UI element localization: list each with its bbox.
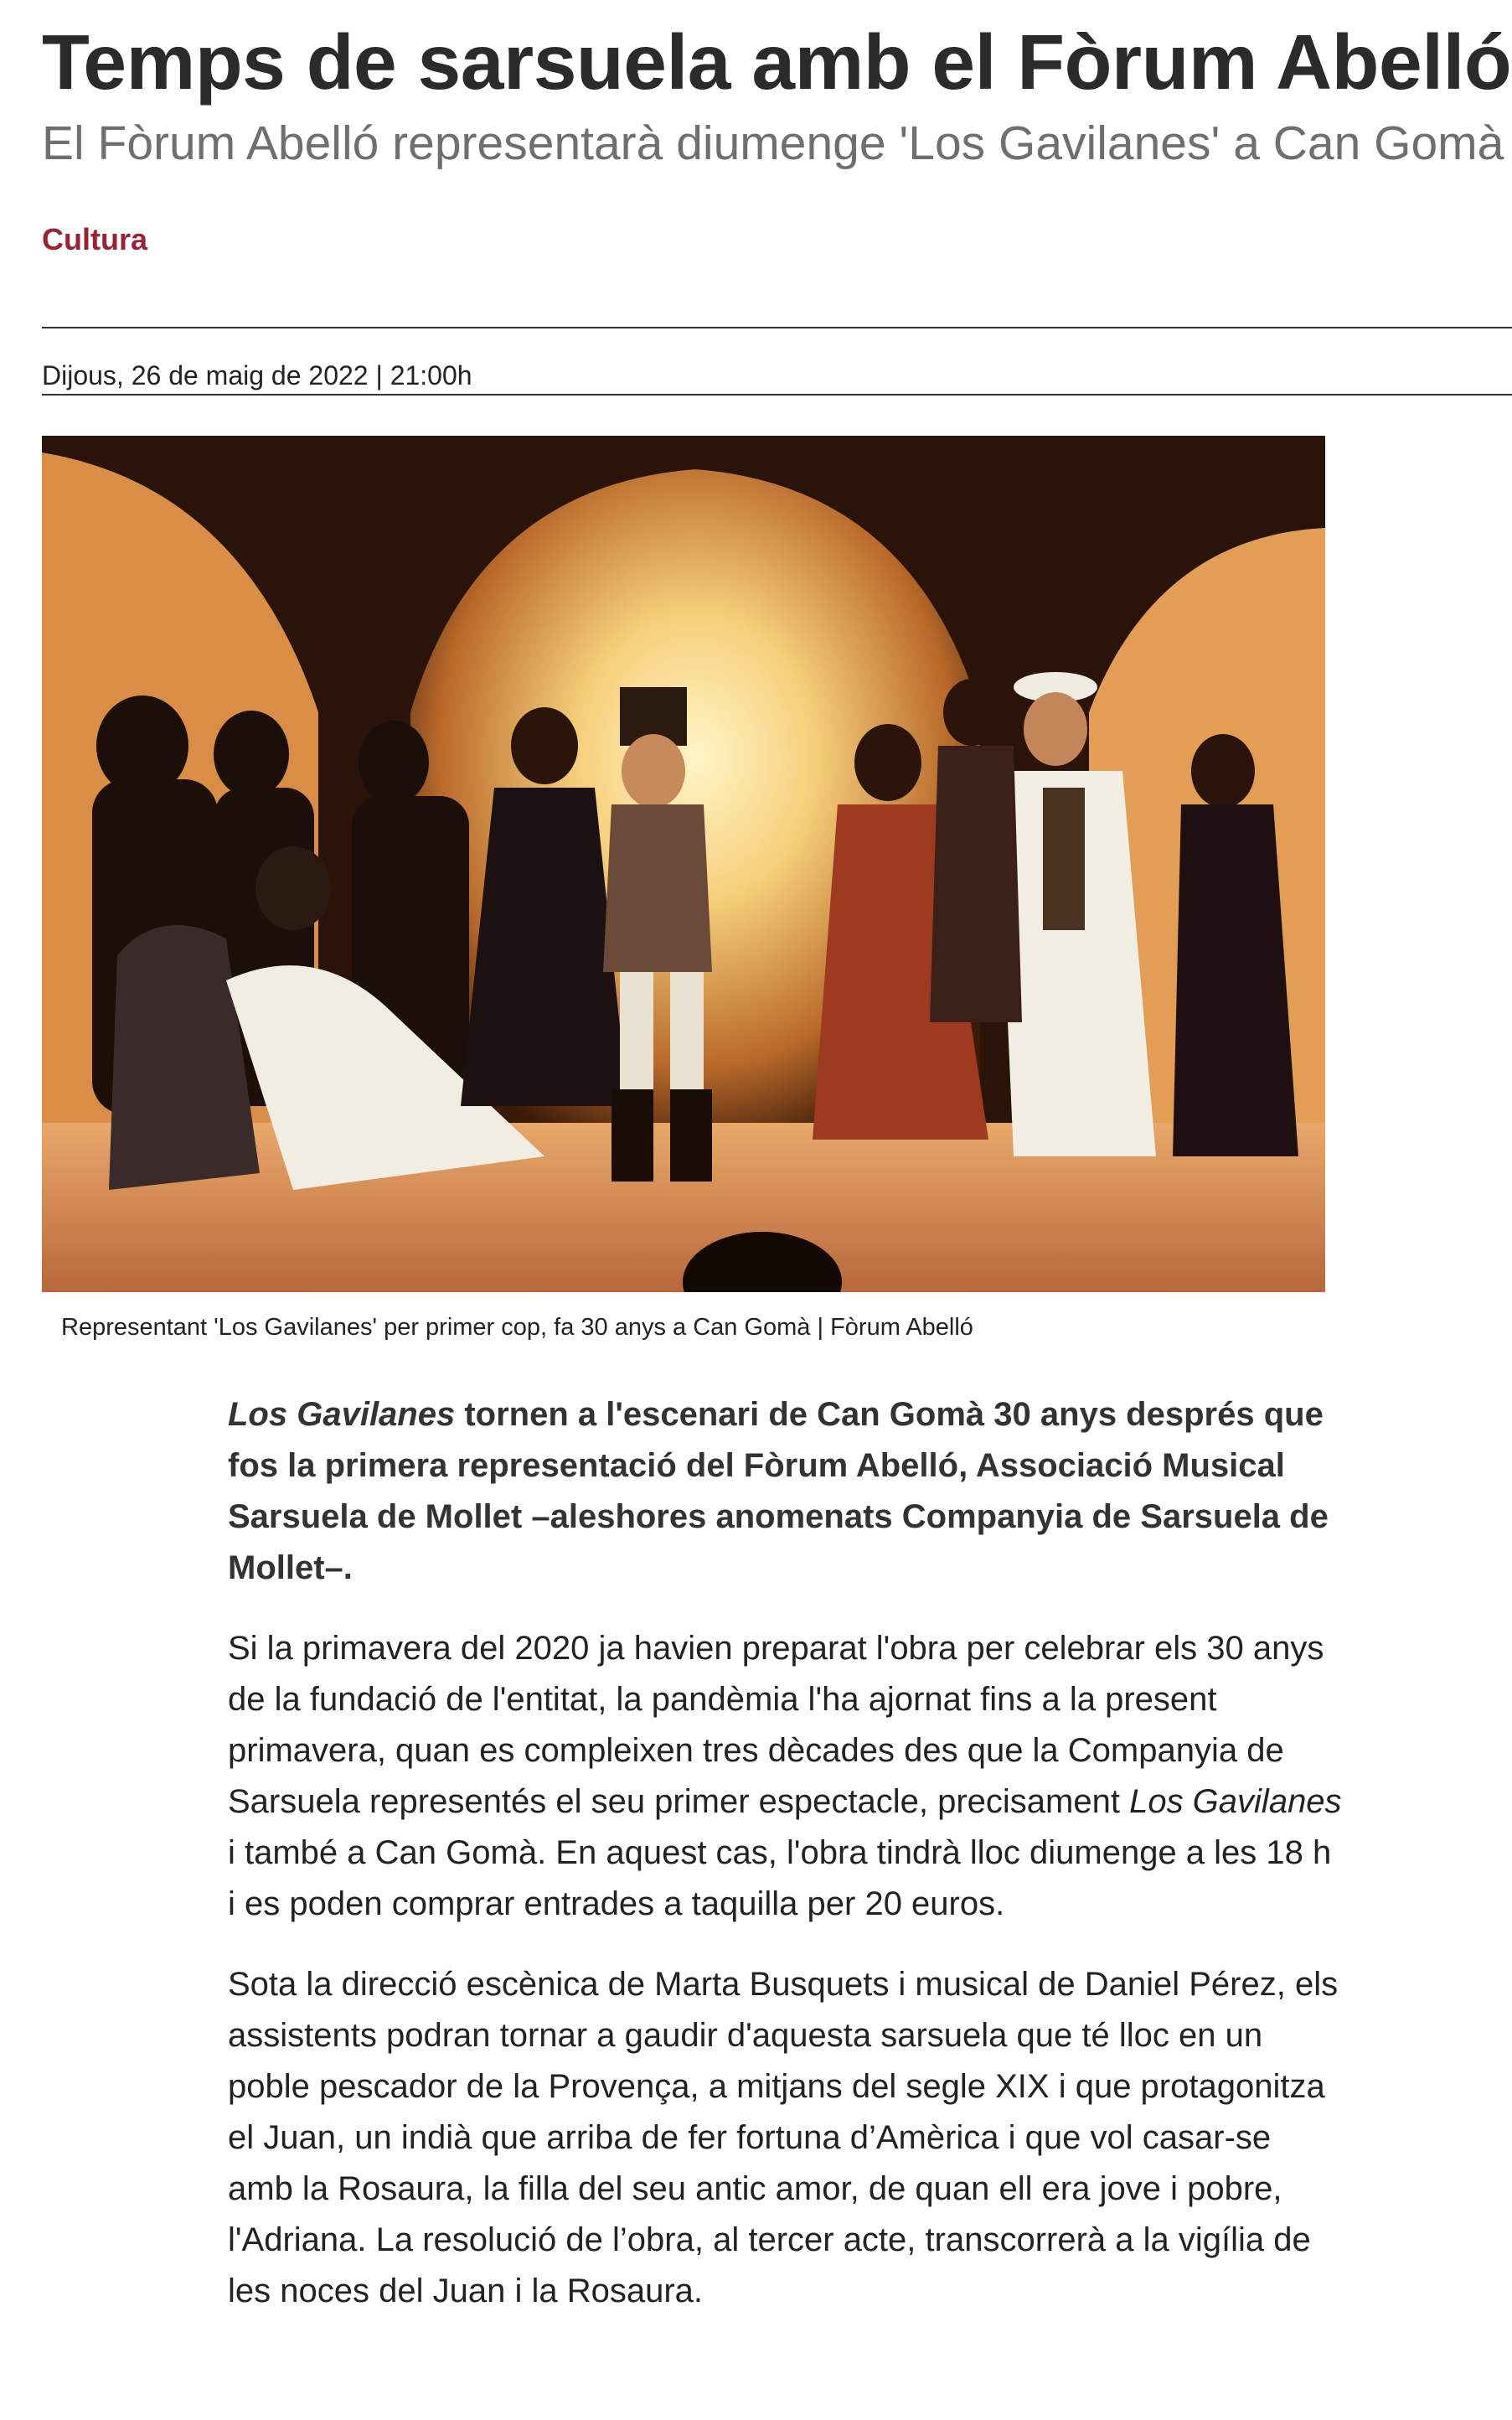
photo-caption: Representant 'Los Gavilanes' per primer cop, fa 30 anys a Can Gomà | Fòrum Abelló [61,1314,973,1341]
paragraph-2-text-b: i també a Can Gomà. En aquest cas, l'obra tindrà lloc diumenge a les 18 h i es poden comprar entrades a taquilla per 20 euros. [228,1834,1332,1922]
stage-performance-image [42,436,1325,1292]
article-title: Temps de sarsuela amb el Fòrum Abelló [42,18,1512,106]
article-dateline: Dijous, 26 de maig de 2022 | 21:00h [42,360,472,390]
bottom-divider [42,394,1512,396]
article-subtitle: El Fòrum Abelló representarà diumenge 'Los Gavilanes' a Can Gomà [42,116,1504,170]
article-body [228,1389,1342,2346]
section-link-cultura[interactable]: Cultura [42,222,147,256]
top-divider [42,327,1512,328]
paragraph-2 [228,1623,1342,1930]
paragraph-3: Sota la direcció escènica de Marta Busquets i musical de Daniel Pérez, els assistents podran tornar a gaudir d'aquesta sarsuela que té lloc en un poble pescador de la Provença, a mitjans del segle XIX i que protagonitza el Juan, un indià que arriba de fer fortuna d’Amèrica i que vol casar-se amb la Rosaura, la filla del seu antic amor, de quan ell era jove i pobre, l'Adriana. La resolució de l’obra, al tercer acte, transcorrerà a la vigília de les noces del Juan i la Rosaura. [228,1966,1339,2309]
lead-text: tornen a l'escenari de Can Gomà 30 anys després que fos la primera representació del Fòrum Abelló, Associació Musical Sarsuela de Mollet –aleshores anomenats Companyia de Sarsuela de Mollet–. [228,1396,1329,1586]
lead-paragraph [228,1389,1342,1594]
work-title: Los Gavilanes [228,1396,456,1433]
article-photo [42,436,1325,1292]
work-title: Los Gavilanes [1129,1783,1342,1820]
paragraph-2-text-a: Si la primavera del 2020 ja havien preparat l'obra per celebrar els 30 anys de la fundació de l'entitat, la pandèmia l'ha ajornat fins a la present primavera, quan es compleixen tres dècades des que la Companyia de Sarsuela representés el seu primer espectacle, precisament [228,1630,1324,1820]
